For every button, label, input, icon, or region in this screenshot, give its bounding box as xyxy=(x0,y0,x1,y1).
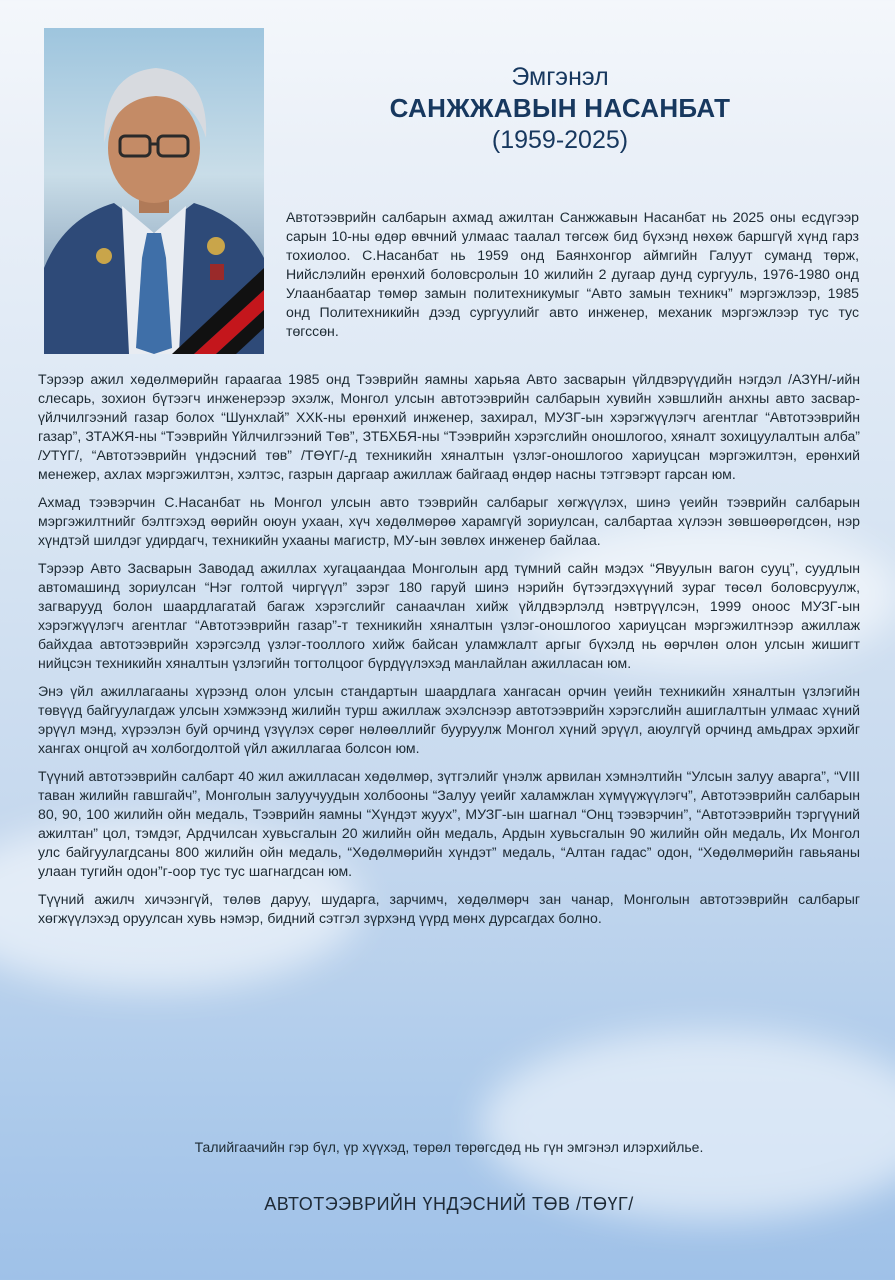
bio-paragraph: Тэрээр ажил хөдөлмөрийн гараагаа 1985 онд Тээврийн яамны харьяа Авто засварын үйлдвэрүүдийн нэгдэл /АЗҮН/-ийн слесарь, зохион бүтээгч инженерээр эхэлж, Монгол улсын автотээврийн салбарын хувийн хэвшлийн анхны авто засвар-үйлчилгээний газар болох “Шунхлай” ХХК-ны ерөнхий инженер, захирал, МУЗГ-ын хэрэгжүүлэгч агентлаг “Автотээврийн газар”, ЗТАЖЯ-ны “Тээврийн Үйлчилгээний Төв”, ЗТБХБЯ-ны “Тээврийн хэрэгслийн оношлогоо, хяналт зохицуулалтын алба” /УТҮГ/, “Автотээврийн үндэсний төв” /ТӨҮГ/-д техникийн хяналтын үзлэг-оношлогоо хариуцсан мэргэжилтэн, ерөнхий менежер, ахлах мэргэжилтэн, хэлтэс, газрын даргаар ажиллаж байгаад өндөр насны тэтгэвэрт гарсан юм. xyxy=(38,371,860,482)
bio-paragraph: Энэ үйл ажиллагааны хүрээнд олон улсын стандартын шаардлага хангасан орчин үеийн техникийн хяналтын үзлэгийн төвүүд байгуулагдаж улсын хэмжээнд жилийн турш ажиллаж эхэлснээр автотээврийн хэрэгслийн ашиглалтын улмаас хүний эрүүл мэнд, хүрээлэн буй орчинд үзүүлэх сөрөг нөлөөллийг бууруулж Монгол хүний эрүүл, аюулгүй орчинд амьдрах эрхийг хангах онцгой ач холбогдолтой үйл ажиллагаа болсон юм. xyxy=(38,683,860,756)
portrait-illustration xyxy=(44,28,264,354)
obituary-header xyxy=(340,62,780,156)
bio-paragraph: Түүний автотээврийн салбарт 40 жил ажилласан хөдөлмөр, зүтгэлийг үнэлж арвилан хэмнэлтийн “Улсын залуу аварга”, “VIII таван жилийн гавшгайч”, Монголын залуучуудын холбооны “Залуу үеийг халамжлан хүмүүжүүлэгч”, Автотээврийн салбарын 80, 90, 100 жилийн ойн медаль, Тээврийн яамны “Хүндэт жуух”, МУЗГ-ын шагнал “Онц тээвэрчин”, “Автотээврийн тэргүүний ажилтан” цол, тэмдэг, Ардчилсан хувьсгалын 20 жилийн ойн медаль, Ардын хувьсгалын 90 жилийн ойн медаль, Их Монгол улс байгуулагдсаны 800 жилийн ойн медаль, “Хөдөлмөрийн хүндэт” медаль, “Алтан гадас” одон, “Хөдөлмөрийн гавьяаны улаан тугийн одон”г-оор тус тус шагнагдсан юм. xyxy=(38,768,860,879)
deceased-name: САНЖЖАВЫН НАСАНБАТ xyxy=(389,93,731,123)
portrait-photo xyxy=(44,28,264,354)
obituary-label: Эмгэнэл xyxy=(511,63,609,91)
organization-signature: АВТОТЭЭВРИЙН ҮНДЭСНИЙ ТӨВ /ТӨҮГ/ xyxy=(264,1194,634,1214)
life-years: (1959-2025) xyxy=(491,126,629,154)
condolence-line: Талийгаачийн гэр бүл, үр хүүхэд, төрөл төрөгсдөд нь гүн эмгэнэл илэрхийлье. xyxy=(194,1139,704,1155)
cloud-decoration xyxy=(480,1030,895,1220)
bio-intro-paragraph: Автотээврийн салбарын ахмад ажилтан Санжжавын Насанбат нь 2025 оны есдүгээр сарын 10-ны өдөр өвчний улмаас таалал төгсөж бид бүхэнд нөхөж баршгүй хүнд гарз тохиолоо. С.Насанбат нь 1959 онд Баянхонгор аймгийн Галуут суманд төрж, Нийслэлийн ерөнхий боловсролын 10 жилийн 2 дугаар дунд сургууль, 1976-1980 онд Улаанбаатар төмөр замын политехникумыг “Авто замын техникч” мэргэжлээр, 1985 онд Политехникийн дээд сургуулийг авто инженер, механик мэргэжлээр тус тус төгссөн. xyxy=(286,209,859,339)
biography-body xyxy=(38,370,860,937)
bio-paragraph: Тэрээр Авто Засварын Заводад ажиллах хугацаандаа Монголын ард түмний сайн мэдэх “Явуулын вагон сууц”, суудлын автомашинд зориулсан “Нэг голтой чиргүүл” зэрэг 180 гаруй шинэ нэрийн бүтээгдэхүүний зураг төсөл боловсруулж, загварууд болон шаардлагатай багаж хэрэгслийг санаачлан хийж үйлдвэрлэлд нэвтрүүлсэн, 1999 оноос МУЗГ-ын хэрэгжүүлэгч агентлаг “Автотээврийн газар”-т техникийн хяналтын үзлэг-оношлогоо хариуцсан мэргэжилтнээр ажиллаж байхдаа автотээврийн хэрэгсэлд үзлэг-тооллого хийж байсан уламжлалт аргыг бүхэлд нь өөрчлөн олон улсын жишигт нийцсэн техникийн хяналтын үзлэгийн тогтолцоог бүрдүүлэхэд манлайлан ажилласан юм. xyxy=(38,560,860,671)
bio-paragraph: Ахмад тээвэрчин С.Насанбат нь Монгол улсын авто тээврийн салбарыг хөгжүүлэх, шинэ үеийн тээврийн салбарын мэргэжилтнийг бэлтгэхэд өөрийн оюун ухаан, хүч хөдөлмөрөө харамгүй зориулсан, салбартаа хүлээн зөвшөөрөгдсөн, нэр хүндтэй шилдэг удирдагч, техникийн ухааны магистр, МУ-ын зөвлөх инженер байлаа. xyxy=(38,494,860,548)
bio-paragraph: Түүний ажилч хичээнгүй, төлөв даруу, шударга, зарчимч, хөдөлмөрч зан чанар, Монголын автотээврийн салбарыг хөгжүүлэхэд оруулсан хувь нэмэр, бидний сэтгэл зүрхэнд үүрд мөнх дурсагдах болно. xyxy=(38,891,860,926)
